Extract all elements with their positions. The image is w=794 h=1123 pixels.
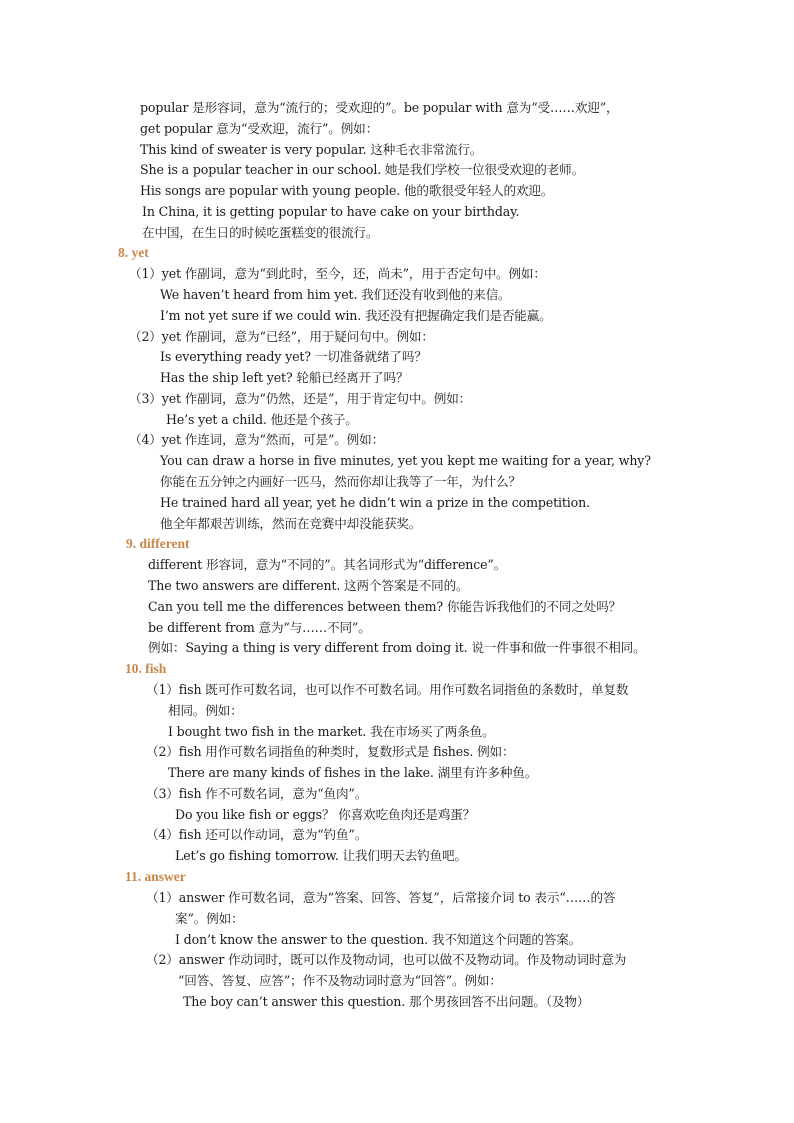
yet-line-3: I’m not yet sure if we could win. 我还没有把握确定我们是否能赢。 bbox=[160, 308, 552, 323]
popular-line-5: His songs are popular with young people. 他的歌很受年轻人的欢迎。 bbox=[140, 183, 554, 198]
yet-line-11: 你能在五分钟之内画好一匹马，然而你却让我等了一年，为什么？ bbox=[160, 474, 521, 489]
answer-line-4: （2）answer 作动词时，既可以作及物动词，也可以做不及物动词。作及物动词时意为 bbox=[146, 952, 627, 967]
fish-line-8: （4）fish 还可以作动词，意为“钓鱼”。 bbox=[146, 827, 368, 842]
different-line-3: Can you tell me the differences between them? 你能告诉我他们的不同之处吗？ bbox=[148, 599, 622, 614]
popular-line-2: get popular 意为“受欢迎，流行”。例如： bbox=[140, 121, 379, 136]
fish-line-5: There are many kinds of fishes in the lake. 湖里有许多种鱼。 bbox=[168, 765, 538, 780]
fish-line-6: （3）fish 作不可数名词，意为“鱼肉”。 bbox=[146, 786, 368, 801]
heading-different: 9. different bbox=[126, 536, 190, 551]
yet-line-10: You can draw a horse in five minutes, yet you kept me waiting for a year, why? bbox=[160, 453, 651, 468]
fish-line-3: I bought two fish in the market. 我在市场买了两条鱼。 bbox=[168, 724, 495, 739]
heading-yet: 8. yet bbox=[118, 245, 149, 260]
yet-line-4: （2）yet 作副词，意为“已经”，用于疑问句中。例如： bbox=[129, 329, 434, 344]
answer-line-3: I don’t know the answer to the question. 我不知道这个问题的答案。 bbox=[175, 932, 582, 947]
different-line-4: be different from 意为“与……不同”。 bbox=[148, 620, 371, 635]
answer-line-2: 案”。例如： bbox=[175, 911, 244, 926]
yet-line-1: （1）yet 作副词，意为“到此时，至今，还，尚未”，用于否定句中。例如： bbox=[129, 266, 546, 281]
different-line-1: different 形容词，意为“不同的”。其名词形式为“difference”。 bbox=[148, 557, 507, 572]
popular-line-7: 在中国，在生日的时候吃蛋糕变的很流行。 bbox=[142, 225, 379, 240]
popular-line-3: This kind of sweater is very popular. 这种毛衣非常流行。 bbox=[140, 142, 483, 157]
yet-line-9: （4）yet 作连词，意为“然而，可是”。例如： bbox=[129, 432, 385, 447]
yet-line-5: Is everything ready yet? 一切准备就绪了吗？ bbox=[160, 349, 427, 364]
popular-line-6: In China, it is getting popular to have cake on your birthday. bbox=[142, 204, 520, 219]
yet-line-2: We haven’t heard from him yet. 我们还没有收到他的来信。 bbox=[160, 287, 511, 302]
heading-answer: 11. answer bbox=[125, 869, 186, 884]
yet-line-6: Has the ship left yet? 轮船已经离开了吗？ bbox=[160, 370, 409, 385]
fish-line-9: Let’s go fishing tomorrow. 让我们明天去钓鱼吧。 bbox=[175, 848, 467, 863]
different-line-2: The two answers are different. 这两个答案是不同的。 bbox=[148, 578, 469, 593]
popular-line-4: She is a popular teacher in our school. 她是我们学校一位很受欢迎的老师。 bbox=[140, 162, 585, 177]
fish-line-1: （1）fish 既可作可数名词，也可以作不可数名词。用作可数名词指鱼的条数时，单复数 bbox=[146, 682, 629, 697]
popular-line-1: popular 是形容词，意为“流行的；受欢迎的”。be popular with 意为“受……欢迎”， bbox=[140, 100, 619, 115]
yet-line-7: （3）yet 作副词，意为“仍然，还是”，用于肯定句中。例如： bbox=[129, 391, 472, 406]
yet-line-13: 他全年都艰苦训练，然而在竞赛中却没能获奖。 bbox=[160, 516, 422, 531]
heading-fish: 10. fish bbox=[125, 661, 167, 676]
answer-line-1: （1）answer 作可数名词，意为“答案、回答、答复”，后常接介词 to 表示“……的答 bbox=[146, 890, 616, 905]
answer-line-5: “回答、答复、应答”；作不及物动词时意为“回答”。例如： bbox=[178, 973, 502, 988]
yet-line-12: He trained hard all year, yet he didn’t win a prize in the competition. bbox=[160, 495, 590, 510]
yet-line-8: He’s yet a child. 他还是个孩子。 bbox=[166, 412, 358, 427]
different-line-5: 例如：Saying a thing is very different from doing it. 说一件事和做一件事很不相同。 bbox=[148, 640, 646, 655]
fish-line-7: Do you like fish or eggs？ 你喜欢吃鱼肉还是鸡蛋？ bbox=[175, 807, 476, 822]
fish-line-4: （2）fish 用作可数名词指鱼的种类时，复数形式是 fishes. 例如： bbox=[146, 744, 515, 759]
fish-line-2: 相同。例如： bbox=[168, 703, 243, 718]
answer-line-6: The boy can’t answer this question. 那个男孩回答不出问题。（及物） bbox=[183, 994, 590, 1009]
